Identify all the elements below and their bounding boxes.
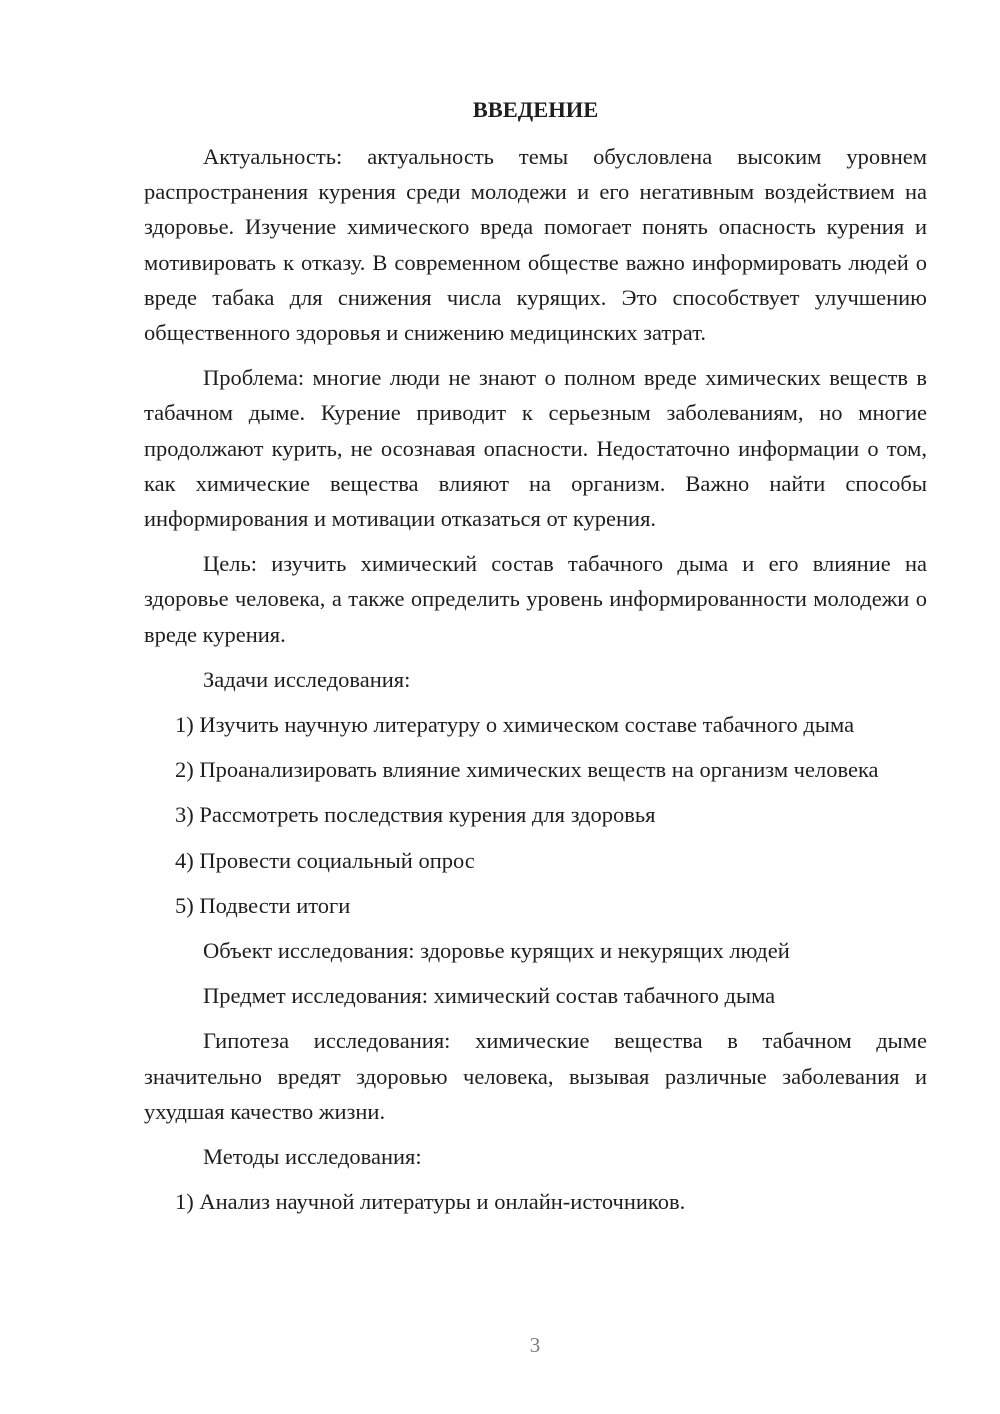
research-subject: Предмет исследования: химический состав табачного дыма (203, 983, 776, 1009)
paragraph-goal: Цель: изучить химический состав табачного дыма и его влияние на здоровье человека, а также определить уровень информированности молодежи о вреде курения. (144, 551, 927, 647)
methods-heading: Методы исследования: (203, 1144, 422, 1170)
task-item: 1) Изучить научную литературу о химическом составе табачного дыма (175, 712, 855, 738)
page-number: 3 (529, 1333, 541, 1357)
page-content (144, 93, 927, 1229)
paragraph-relevance: Актуальность: актуальность темы обусловлена высоким уровнем распространения курения среди молодежи и его негативным воздействием на здоровье. Изучение химического вреда помогает понять опасность курения и мотивировать к отказу. В современном обществе важно информировать людей о вреде табака для снижения числа курящих. Это способствует улучшению общественного здоровья и снижению медицинских затрат. (144, 144, 927, 346)
research-hypothesis: Гипотеза исследования: химические вещества в табачном дыме значительно вредят здоровью человека, вызывая различные заболевания и ухудшая качество жизни. (144, 1028, 927, 1124)
task-item: 3) Рассмотреть последствия курения для здоровья (175, 802, 656, 828)
paragraph-problem: Проблема: многие люди не знают о полном вреде химических веществ в табачном дыме. Курение приводит к серьезным заболеваниям, но многие продолжают курить, не осознавая опасности. Недостаточно информации о том, как химические вещества влияют на организм. Важно найти способы информирования и мотивации отказаться от курения. (144, 365, 927, 532)
task-item: 2) Проанализировать влияние химических веществ на организм человека (175, 757, 879, 783)
tasks-heading: Задачи исследования: (203, 666, 411, 692)
page-title: ВВЕДЕНИЕ (472, 97, 599, 122)
research-object: Объект исследования: здоровье курящих и некурящих людей (203, 938, 790, 964)
task-item: 4) Провести социальный опрос (175, 847, 475, 873)
task-item: 5) Подвести итоги (175, 892, 351, 918)
method-item: 1) Анализ научной литературы и онлайн-источников. (175, 1189, 686, 1215)
